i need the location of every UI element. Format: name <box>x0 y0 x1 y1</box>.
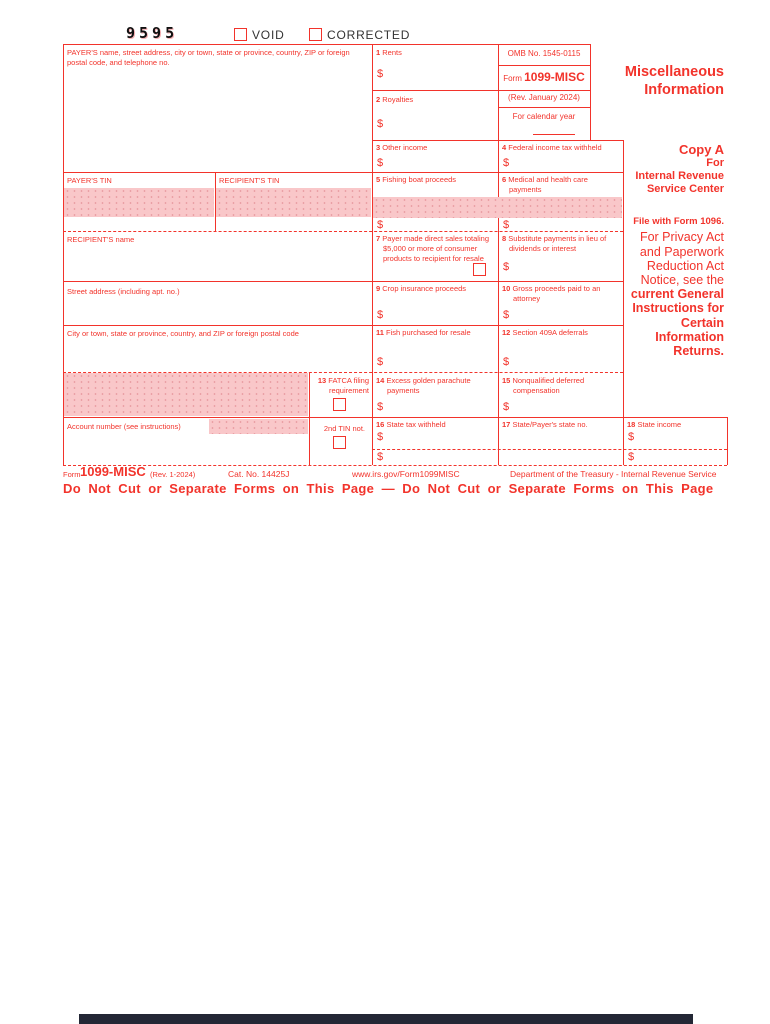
box5-label: 5 Fishing boat proceeds <box>376 175 457 184</box>
copy-a-line: Service Center <box>646 182 724 195</box>
box11-dollar[interactable]: $ <box>377 356 384 368</box>
void-checkbox[interactable] <box>234 28 247 41</box>
box6-dollar[interactable]: $ <box>503 219 510 231</box>
footer-revision: (Rev. 1-2024) <box>150 470 196 479</box>
copy-a-line: current General <box>630 287 724 302</box>
box18-dollar-2[interactable]: $ <box>628 451 635 463</box>
copy-a-line: Reduction Act <box>646 258 724 273</box>
box8-dollar[interactable]: $ <box>503 261 510 273</box>
footer-form-number: 1099-MISC <box>80 464 146 479</box>
box16-dollar-2[interactable]: $ <box>377 451 384 463</box>
copy-a-line: Certain <box>680 315 724 330</box>
corrected-label: CORRECTED <box>327 28 411 42</box>
revision-label: (Rev. January 2024) <box>508 93 580 102</box>
box2-label: 2 Royalties <box>376 95 414 104</box>
box16-label: 16 State tax withheld <box>376 420 446 429</box>
copy-a-line: and Paperwork <box>639 244 724 259</box>
box1-label: 1 Rents <box>376 48 402 57</box>
copy-a-block <box>598 142 724 358</box>
box10-dollar[interactable]: $ <box>503 309 510 321</box>
shaded-block-row13[interactable] <box>64 373 308 416</box>
box3-dollar[interactable]: $ <box>377 157 384 169</box>
line-bottom <box>63 465 727 466</box>
box8-label: 8 Substitute payments in lieu of dividends or interest <box>502 234 607 253</box>
city-label: City or town, state or province, country, and ZIP or foreign postal code <box>67 329 299 338</box>
box2-dollar[interactable]: $ <box>377 118 384 130</box>
payer-tin-label: PAYER'S TIN <box>67 176 112 185</box>
box13-fatca-checkbox[interactable] <box>333 398 346 411</box>
copy-a-line: Notice, see the <box>640 273 724 287</box>
box11-label: 11 Fish purchased for resale <box>376 328 471 337</box>
box2-number: 2 <box>376 95 381 104</box>
box12-label: 12 Section 409A deferrals <box>502 328 588 337</box>
box15-dollar[interactable]: $ <box>503 401 510 413</box>
box13-label: 13 FATCA filing requirement <box>317 376 369 395</box>
line-row-account <box>63 417 727 418</box>
box10-label: 10 Gross proceeds paid to an attorney <box>502 284 601 303</box>
box14-label: 14 Excess golden parachute payments <box>376 376 471 395</box>
footer-form-word: Form <box>63 470 81 479</box>
box3-label: 3 Other income <box>376 143 428 152</box>
copy-a-line: For Privacy Act <box>639 230 724 245</box>
box4-label: 4 Federal income tax withheld <box>502 143 602 152</box>
line-top <box>63 44 590 45</box>
line-col-right-amounts <box>498 44 499 465</box>
payer-address-label: PAYER'S name, street address, city or town, state or province, country, ZIP or foreign postal code, and telephone no. <box>67 48 350 67</box>
omb-number: OMB No. 1545-0115 <box>507 49 581 58</box>
payer-tin-field[interactable] <box>64 188 214 217</box>
calendar-year-label: For calendar year <box>512 112 576 121</box>
box7-checkbox[interactable] <box>473 263 486 276</box>
copy-a-line: Information <box>655 329 724 344</box>
recipient-tin-field[interactable] <box>216 188 371 217</box>
form-word: Form <box>503 74 522 83</box>
copy-a-line: Instructions for <box>632 301 724 316</box>
footer-website-link[interactable]: www.irs.gov/Form1099MISC <box>352 469 460 479</box>
recipient-tin-label: RECIPIENT'S TIN <box>219 176 280 185</box>
account-number-label: Account number (see instructions) <box>67 422 181 431</box>
second-tin-label: 2nd TIN not. <box>323 424 365 433</box>
line-omb <box>498 65 590 66</box>
box15-label: 15 Nonqualified deferred compensation <box>502 376 585 395</box>
account-number-field[interactable] <box>209 419 308 434</box>
box5-dollar[interactable]: $ <box>377 219 384 231</box>
line-row-city <box>63 325 623 326</box>
footer-cat-no: Cat. No. 14425J <box>228 469 290 479</box>
box14-dollar[interactable]: $ <box>377 401 384 413</box>
copy-a-line: For <box>706 157 724 169</box>
corrected-checkbox[interactable] <box>309 28 322 41</box>
page-edge-bar <box>79 1014 693 1024</box>
box9-label: 9 Crop insurance proceeds <box>376 284 467 293</box>
form-number: 1099-MISC <box>524 70 585 84</box>
recipient-name-label: RECIPIENT'S name <box>67 235 135 244</box>
box1-dollar[interactable]: $ <box>377 68 384 80</box>
box6-label: 6 Medical and health care payments <box>502 175 588 194</box>
line-col-amounts <box>372 44 373 465</box>
box1-number: 1 <box>376 48 381 57</box>
street-address-label: Street address (including apt. no.) <box>67 287 180 296</box>
copy-a-line: File with Form 1096. <box>633 216 724 228</box>
form-title <box>586 63 724 99</box>
box17-label: 17 State/Payer's state no. <box>502 420 588 429</box>
box16-dollar-1[interactable]: $ <box>377 431 384 443</box>
line-13-divider <box>309 372 310 465</box>
box18-label: 18 State income <box>627 420 682 429</box>
copy-a-line: Copy A <box>678 142 724 157</box>
cut-warning: Do Not Cut or Separate Forms on This Page — Do Not Cut or Separate Forms on This Page <box>63 481 714 496</box>
line-row-street <box>63 281 623 282</box>
scan-code: 9595 <box>126 24 179 42</box>
line-box18-right <box>727 417 728 465</box>
void-label: VOID <box>252 28 285 42</box>
footer-treasury: Department of the Treasury - Internal Revenue Service <box>510 469 717 479</box>
box9-dollar[interactable]: $ <box>377 309 384 321</box>
line-row-recipient <box>63 231 623 232</box>
box4-dollar[interactable]: $ <box>503 157 510 169</box>
form-title-line1: Miscellaneous <box>624 64 724 80</box>
box18-dollar-1[interactable]: $ <box>628 431 635 443</box>
form-title-line2: Information <box>644 82 724 98</box>
form-number-block <box>499 70 589 84</box>
calendar-year-field[interactable] <box>533 134 575 135</box>
box12-dollar[interactable]: $ <box>503 356 510 368</box>
second-tin-checkbox[interactable] <box>333 436 346 449</box>
copy-a-line: Returns. <box>673 344 724 359</box>
box5-box6-entry-band[interactable] <box>373 197 622 218</box>
box7-label: 7 Payer made direct sales totaling $5,000 or more of consumer products to recipient for resale <box>376 234 489 263</box>
line-row-tin <box>63 172 623 173</box>
line-state-split <box>372 449 727 450</box>
line-row-1-2 <box>372 90 590 91</box>
copy-a-line: Internal Revenue <box>635 169 724 182</box>
line-rev <box>498 107 590 108</box>
